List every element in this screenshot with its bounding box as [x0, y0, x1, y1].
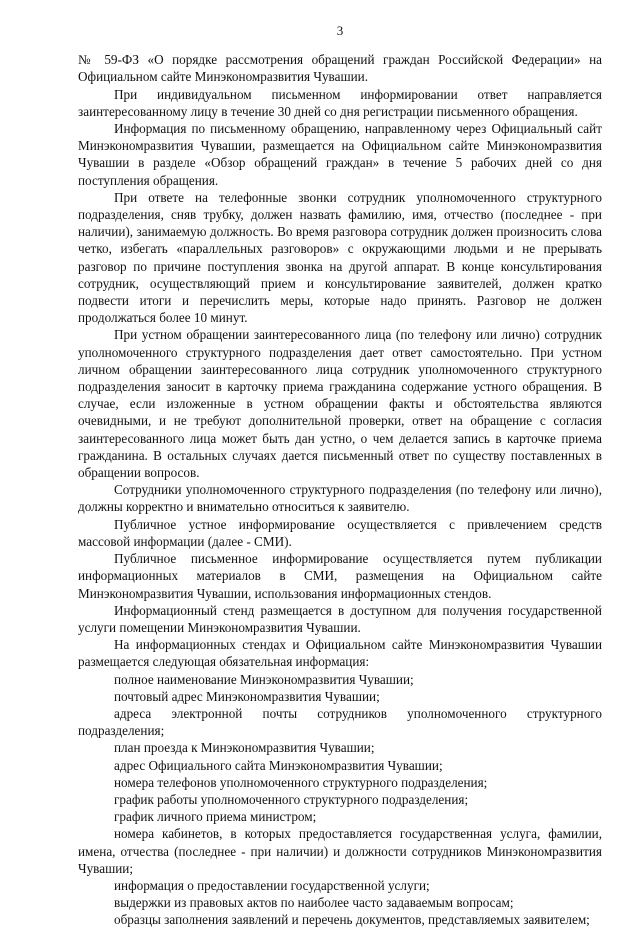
paragraph-public-written: Публичное письменное информирование осуществляется путем публикации информационных материалов в СМИ, размещения на Официальном сайте Минэкономразвития Чувашии, использования информационных стендов.: [78, 551, 602, 601]
paragraph-oral-appeal: При устном обращении заинтересованного лица (по телефону или лично) сотрудник уполномоченного структурного подразделения дает ответ самостоятельно. При устном личном обращении заинтересованного лица сотрудник уполномоченного структурного подразделения заносит в карточку приема гражданина содержание устного обращения. В случае, если изложенные в устном обращении факты и обстоятельства являются очевидными, и не требуют дополнительной проверки, ответ на обращение с согласия заинтересованного лица может быть дан устно, о чем делается запись в карточке приема гражданина. В остальных случаях дается письменный ответ по существу поставленных в обращении вопросов.: [78, 327, 602, 481]
paragraph-mandatory-info: На информационных стендах и Официальном сайте Минэкономразвития Чувашии размещается следующая обязательная информация:: [78, 637, 602, 670]
list-item: график личного приема министром;: [114, 809, 317, 825]
paragraph-law-reference: № 59-ФЗ «О порядке рассмотрения обращений граждан Российской Федерации» на Официальном сайте Минэкономразвития Чувашии.: [78, 52, 602, 85]
paragraph-phone-calls: При ответе на телефонные звонки сотрудник уполномоченного структурного подразделения, сняв трубку, должен назвать фамилию, имя, отчество (последнее - при наличии), занимаемую должность. Во время разговора сотрудник должен произносить слова четко, избегать «параллельных разговоров» с окружающими людьми и не прерывать разговор по причине поступления звонка на другой аппарат. В конце консультирования сотрудник, осуществляющий прием и консультирование заявителей, должен кратко подвести итоги и перечислить меры, которые надо принять. Разговор не должен продолжаться более 10 минут.: [78, 189, 602, 326]
list-item: план проезда к Минэкономразвития Чувашии;: [114, 740, 375, 756]
paragraph-staff-conduct: Сотрудники уполномоченного структурного подразделения (по телефону или лично), должны корректно и внимательно относиться к заявителю.: [78, 482, 602, 515]
paragraph-info-stand: Информационный стенд размещается в доступном для получения государственной услуги помещении Минэкономразвития Чувашии.: [78, 602, 602, 635]
list-item: адреса электронной почты сотрудников уполномоченного структурного подразделения;: [78, 705, 602, 739]
list-item: почтовый адрес Минэкономразвития Чувашии;: [114, 688, 380, 704]
paragraph-public-oral: Публичное устное информирование осуществляется с привлечением средств массовой информации (далее - СМИ).: [78, 516, 602, 549]
list-item: информация о предоставлении государственной услуги;: [114, 877, 430, 893]
list-item: номера кабинетов, в которых предоставляется государственная услуга, фамилии, имена, отчества (последнее - при наличии) и должности сотрудников Минэкономразвития Чувашии;: [78, 826, 602, 876]
list-item: полное наименование Минэкономразвития Чувашии;: [114, 671, 414, 687]
page-number: 3: [336, 23, 344, 38]
paragraph-website-appeal: Информация по письменному обращению, направленному через Официальный сайт Минэкономразвития Чувашии, размещается на Официальном сайте Минэкономразвития Чувашии в разделе «Обзор обращений граждан» в течение 5 рабочих дней со дня поступления обращения.: [78, 121, 602, 188]
paragraph-individual-written: При индивидуальном письменном информировании ответ направляется заинтересованному лицу в течение 30 дней со дня регистрации письменного обращения.: [78, 86, 602, 119]
list-item: образцы заполнения заявлений и перечень документов, представляемых заявителем;: [114, 912, 590, 928]
list-item: график работы уполномоченного структурного подразделения;: [114, 791, 469, 807]
list-item: номера телефонов уполномоченного структурного подразделения;: [114, 774, 488, 790]
list-item: адрес Официального сайта Минэкономразвития Чувашии;: [114, 757, 443, 773]
list-item: выдержки из правовых актов по наиболее часто задаваемым вопросам;: [114, 895, 514, 911]
